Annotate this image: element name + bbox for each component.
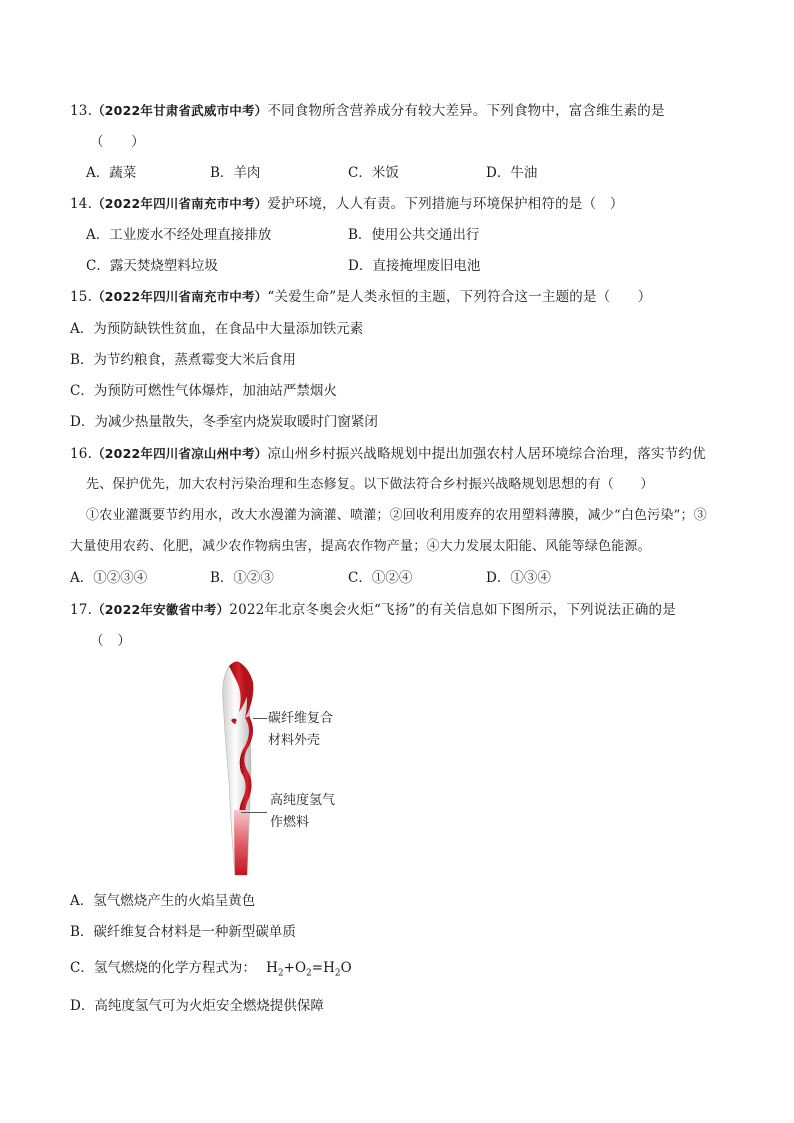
option-c: C．为预防可燃性气体爆炸，加油站严禁烟火	[70, 383, 337, 399]
option-c: C．米饭	[348, 165, 399, 181]
option-c	[70, 959, 352, 983]
question-14-line	[70, 195, 624, 213]
question-stem: “关爱生命”是人类永恒的主题，下列符合这一主题的是（ ）	[267, 289, 652, 305]
question-stem: 不同食物所含营养成分有较大差异。下列食物中，富含维生素的是	[267, 103, 665, 119]
option-b: B．羊肉	[210, 165, 261, 181]
callout-fuel-line1: 高纯度氢气	[270, 793, 336, 808]
option-b: B．为节约粮食，蒸煮霉变大米后食用	[70, 352, 296, 368]
option-c: C．①②④	[348, 570, 413, 586]
option-a: A．氢气燃烧产生的火焰呈黄色	[70, 893, 256, 909]
option-d: D．高纯度氢气可为火炬安全燃烧提供保障	[70, 998, 324, 1014]
chemical-equation: $H_2+O_2=H_2O$	[266, 960, 352, 979]
question-statements-cont: 大量使用农药、化肥，减少农作物病虫害，提高农作物产量；④大力发展太阳能、风能等绿色能源。	[70, 539, 651, 554]
option-c: C．露天焚烧塑料垃圾	[86, 258, 218, 274]
option-d: D．直接掩埋废旧电池	[348, 258, 481, 274]
option-b: B．碳纤维复合材料是一种新型碳单质	[70, 924, 296, 940]
callout-shell-line2: 材料外壳	[268, 733, 321, 748]
callout-fuel	[270, 790, 335, 834]
question-number: 13.	[70, 103, 93, 119]
question-source: （2022年四川省南充市中考）	[92, 289, 268, 304]
callout-shell	[268, 708, 333, 752]
question-16-line	[70, 445, 706, 463]
question-statements: ①农业灌溉要节约用水，改大水漫灌为滴灌、喷灌；②回收利用废弃的农用塑料薄膜，减少“白色污染”；③	[86, 508, 707, 523]
option-a: A．工业废水不经处理直接排放	[86, 227, 272, 243]
question-17-line	[70, 601, 676, 619]
option-d: D．为减少热量散失，冬季室内烧炭取暖时门窗紧闭	[70, 414, 378, 430]
question-number: 16.	[70, 446, 93, 462]
question-number: 15.	[70, 289, 93, 305]
question-number: 14.	[70, 196, 93, 212]
callout-line	[253, 718, 267, 719]
question-15-line	[70, 288, 651, 306]
option-d: D．牛油	[486, 165, 538, 181]
question-source: （2022年甘肃省武威市中考）	[92, 103, 268, 118]
callout-shell-line1: 碳纤维复合	[268, 711, 334, 726]
question-source: （2022年四川省凉山州中考）	[92, 446, 268, 461]
option-d: D．①③④	[486, 570, 551, 586]
answer-paren: （ ）	[90, 134, 145, 150]
answer-paren: （ ）	[90, 633, 132, 649]
olympic-torch-image	[215, 660, 275, 880]
option-c-text: C．氢气燃烧的化学方程式为：	[70, 960, 256, 976]
question-13-line	[70, 102, 665, 120]
question-number: 17.	[70, 602, 93, 618]
question-stem: 2022年北京冬奥会火炬“飞扬”的有关信息如下图所示，下列说法正确的是	[229, 602, 676, 618]
question-stem-cont: 先、保护优先，加大农村污染治理和生态修复。以下做法符合乡村振兴战略规划思想的有（ ）	[86, 477, 654, 492]
option-a: A．蔬菜	[86, 165, 137, 181]
option-a: A．①②③④	[70, 570, 148, 586]
question-stem: 凉山州乡村振兴战略规划中提出加强农村人居环境综合治理，落实节约优	[267, 446, 706, 462]
callout-line	[241, 812, 267, 813]
callout-fuel-line2: 作燃料	[270, 815, 310, 830]
question-source: （2022年四川省南充市中考）	[92, 196, 268, 211]
question-stem: 爱护环境，人人有责。下列措施与环境保护相符的是（ ）	[267, 196, 624, 212]
question-source: （2022年安徽省中考）	[92, 602, 230, 617]
option-b: B．使用公共交通出行	[348, 227, 480, 243]
option-b: B．①②③	[210, 570, 274, 586]
option-a: A．为预防缺铁性贫血，在食品中大量添加铁元素	[70, 321, 364, 337]
